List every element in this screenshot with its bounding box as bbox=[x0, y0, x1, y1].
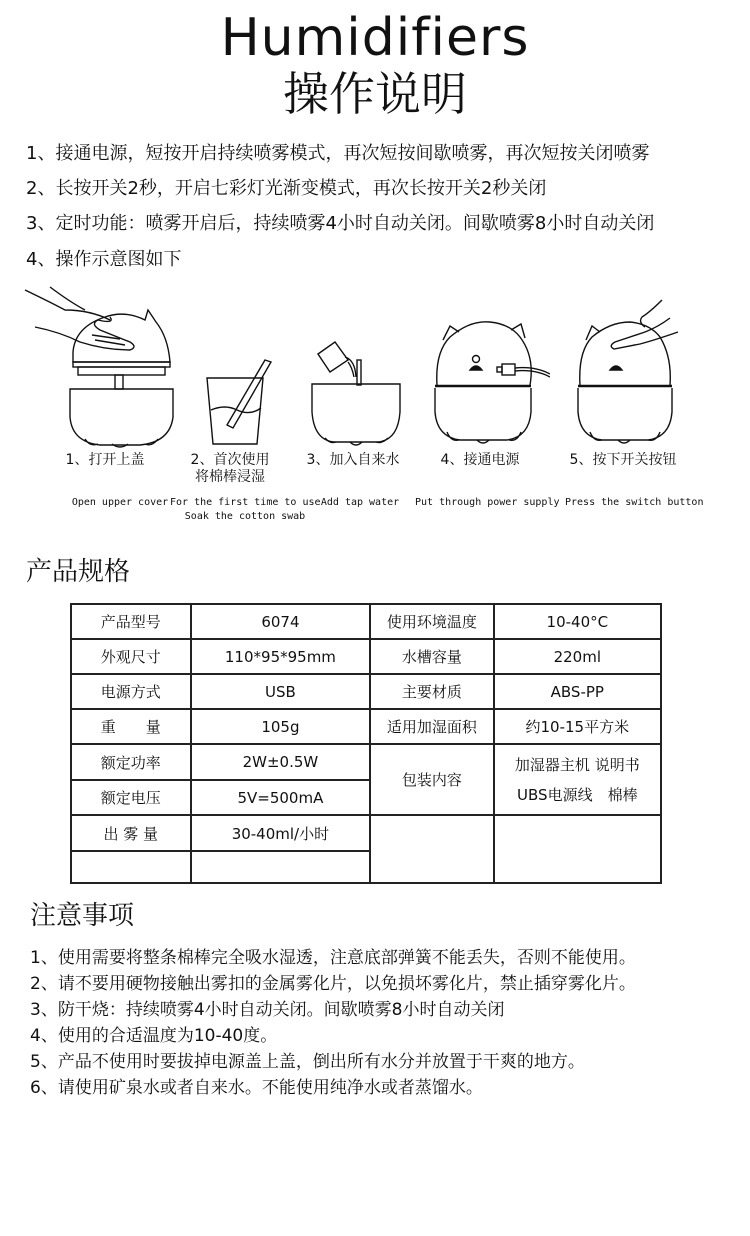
step-2-caption: For the first time to use bbox=[170, 497, 321, 508]
notes-heading: 注意事项 bbox=[30, 901, 135, 931]
step-4-label: 4、接通电源 bbox=[440, 452, 520, 468]
step-4-caption: Put through power supply bbox=[415, 497, 560, 508]
spec-label bbox=[71, 851, 191, 883]
table-row bbox=[71, 604, 661, 639]
soak-swab-illustration bbox=[195, 282, 285, 452]
package-line-1: 加湿器主机 说明书 bbox=[514, 755, 640, 774]
title-english: Humidifiers bbox=[220, 8, 530, 68]
spec-label: 出 雾 量 bbox=[71, 815, 191, 851]
spec-label: 外观尺寸 bbox=[71, 639, 191, 674]
table-row bbox=[71, 709, 661, 744]
spec-table bbox=[70, 603, 662, 884]
table-row bbox=[71, 815, 661, 851]
press-button-illustration bbox=[570, 282, 680, 452]
specs-heading: 产品规格 bbox=[26, 557, 131, 587]
step-3-caption: Add tap water bbox=[320, 497, 400, 508]
title-chinese: 操作说明 bbox=[283, 67, 467, 121]
spec-value: 30-40ml/小时 bbox=[191, 815, 371, 851]
spec-label: 电源方式 bbox=[71, 674, 191, 709]
instruction-1: 1、接通电源，短按开启持续喷雾模式，再次短按间歇喷雾，再次短按关闭喷雾 bbox=[26, 143, 650, 164]
table-row bbox=[71, 639, 661, 674]
spec-label: 适用加湿面积 bbox=[370, 709, 493, 744]
step-1-caption: Open upper cover bbox=[71, 497, 169, 508]
power-supply-illustration bbox=[425, 282, 550, 452]
spec-label: 额定电压 bbox=[71, 780, 191, 815]
empty-cell bbox=[370, 815, 493, 883]
add-water-illustration bbox=[300, 282, 420, 452]
spec-label: 重 量 bbox=[71, 709, 191, 744]
spec-value: 6074 bbox=[191, 604, 371, 639]
open-cover-illustration bbox=[20, 282, 200, 452]
package-label: 包装内容 bbox=[370, 744, 493, 815]
spec-label: 额定功率 bbox=[71, 744, 191, 780]
note-3: 3、防干烧：持续喷雾4小时自动关闭。间歇喷雾8小时自动关闭 bbox=[30, 1000, 505, 1020]
spec-label: 水槽容量 bbox=[370, 639, 493, 674]
package-contents bbox=[494, 744, 661, 815]
spec-value: 105g bbox=[191, 709, 371, 744]
spec-value: 10-40°C bbox=[494, 604, 661, 639]
spec-value: ABS-PP bbox=[494, 674, 661, 709]
spec-value: 110*95*95mm bbox=[191, 639, 371, 674]
spec-value: 约10-15平方米 bbox=[494, 709, 661, 744]
spec-value bbox=[191, 851, 371, 883]
spec-label: 主要材质 bbox=[370, 674, 493, 709]
note-6: 6、请使用矿泉水或者自来水。不能使用纯净水或者蒸馏水。 bbox=[30, 1078, 483, 1098]
spec-value: 5V=500mA bbox=[191, 780, 371, 815]
empty-cell bbox=[494, 815, 661, 883]
step-2-label-line2: 将棉棒浸湿 bbox=[195, 469, 265, 485]
note-1: 1、使用需要将整条棉棒完全吸水湿透，注意底部弹簧不能丢失，否则不能使用。 bbox=[30, 948, 636, 968]
instruction-2: 2、长按开关2秒，开启七彩灯光渐变模式，再次长按开关2秒关闭 bbox=[26, 178, 547, 199]
instruction-4: 4、操作示意图如下 bbox=[26, 249, 182, 270]
note-5: 5、产品不使用时要拔掉电源盖上盖，倒出所有水分并放置于干爽的地方。 bbox=[30, 1052, 585, 1072]
spec-value: 2W±0.5W bbox=[191, 744, 371, 780]
note-2: 2、请不要用硬物接触出雾扣的金属雾化片，以免损坏雾化片，禁止插穿雾化片。 bbox=[30, 974, 636, 994]
spec-value: USB bbox=[191, 674, 371, 709]
spec-value: 220ml bbox=[494, 639, 661, 674]
table-row bbox=[71, 744, 661, 780]
step-5-caption: Press the switch button bbox=[565, 497, 704, 508]
spec-label: 产品型号 bbox=[71, 604, 191, 639]
step-2-caption-line2: Soak the cotton swab bbox=[184, 511, 306, 522]
step-2-label: 2、首次使用 bbox=[190, 452, 270, 468]
note-4: 4、使用的合适温度为10-40度。 bbox=[30, 1026, 278, 1046]
step-5-label: 5、按下开关按钮 bbox=[569, 452, 677, 468]
instruction-3: 3、定时功能：喷雾开启后，持续喷雾4小时自动关闭。间歇喷雾8小时自动关闭 bbox=[26, 213, 655, 234]
table-row bbox=[71, 674, 661, 709]
package-line-2: UBS电源线 棉棒 bbox=[517, 785, 638, 804]
step-1-label: 1、打开上盖 bbox=[65, 452, 145, 468]
spec-label: 使用环境温度 bbox=[370, 604, 493, 639]
step-3-label: 3、加入自来水 bbox=[306, 452, 400, 468]
